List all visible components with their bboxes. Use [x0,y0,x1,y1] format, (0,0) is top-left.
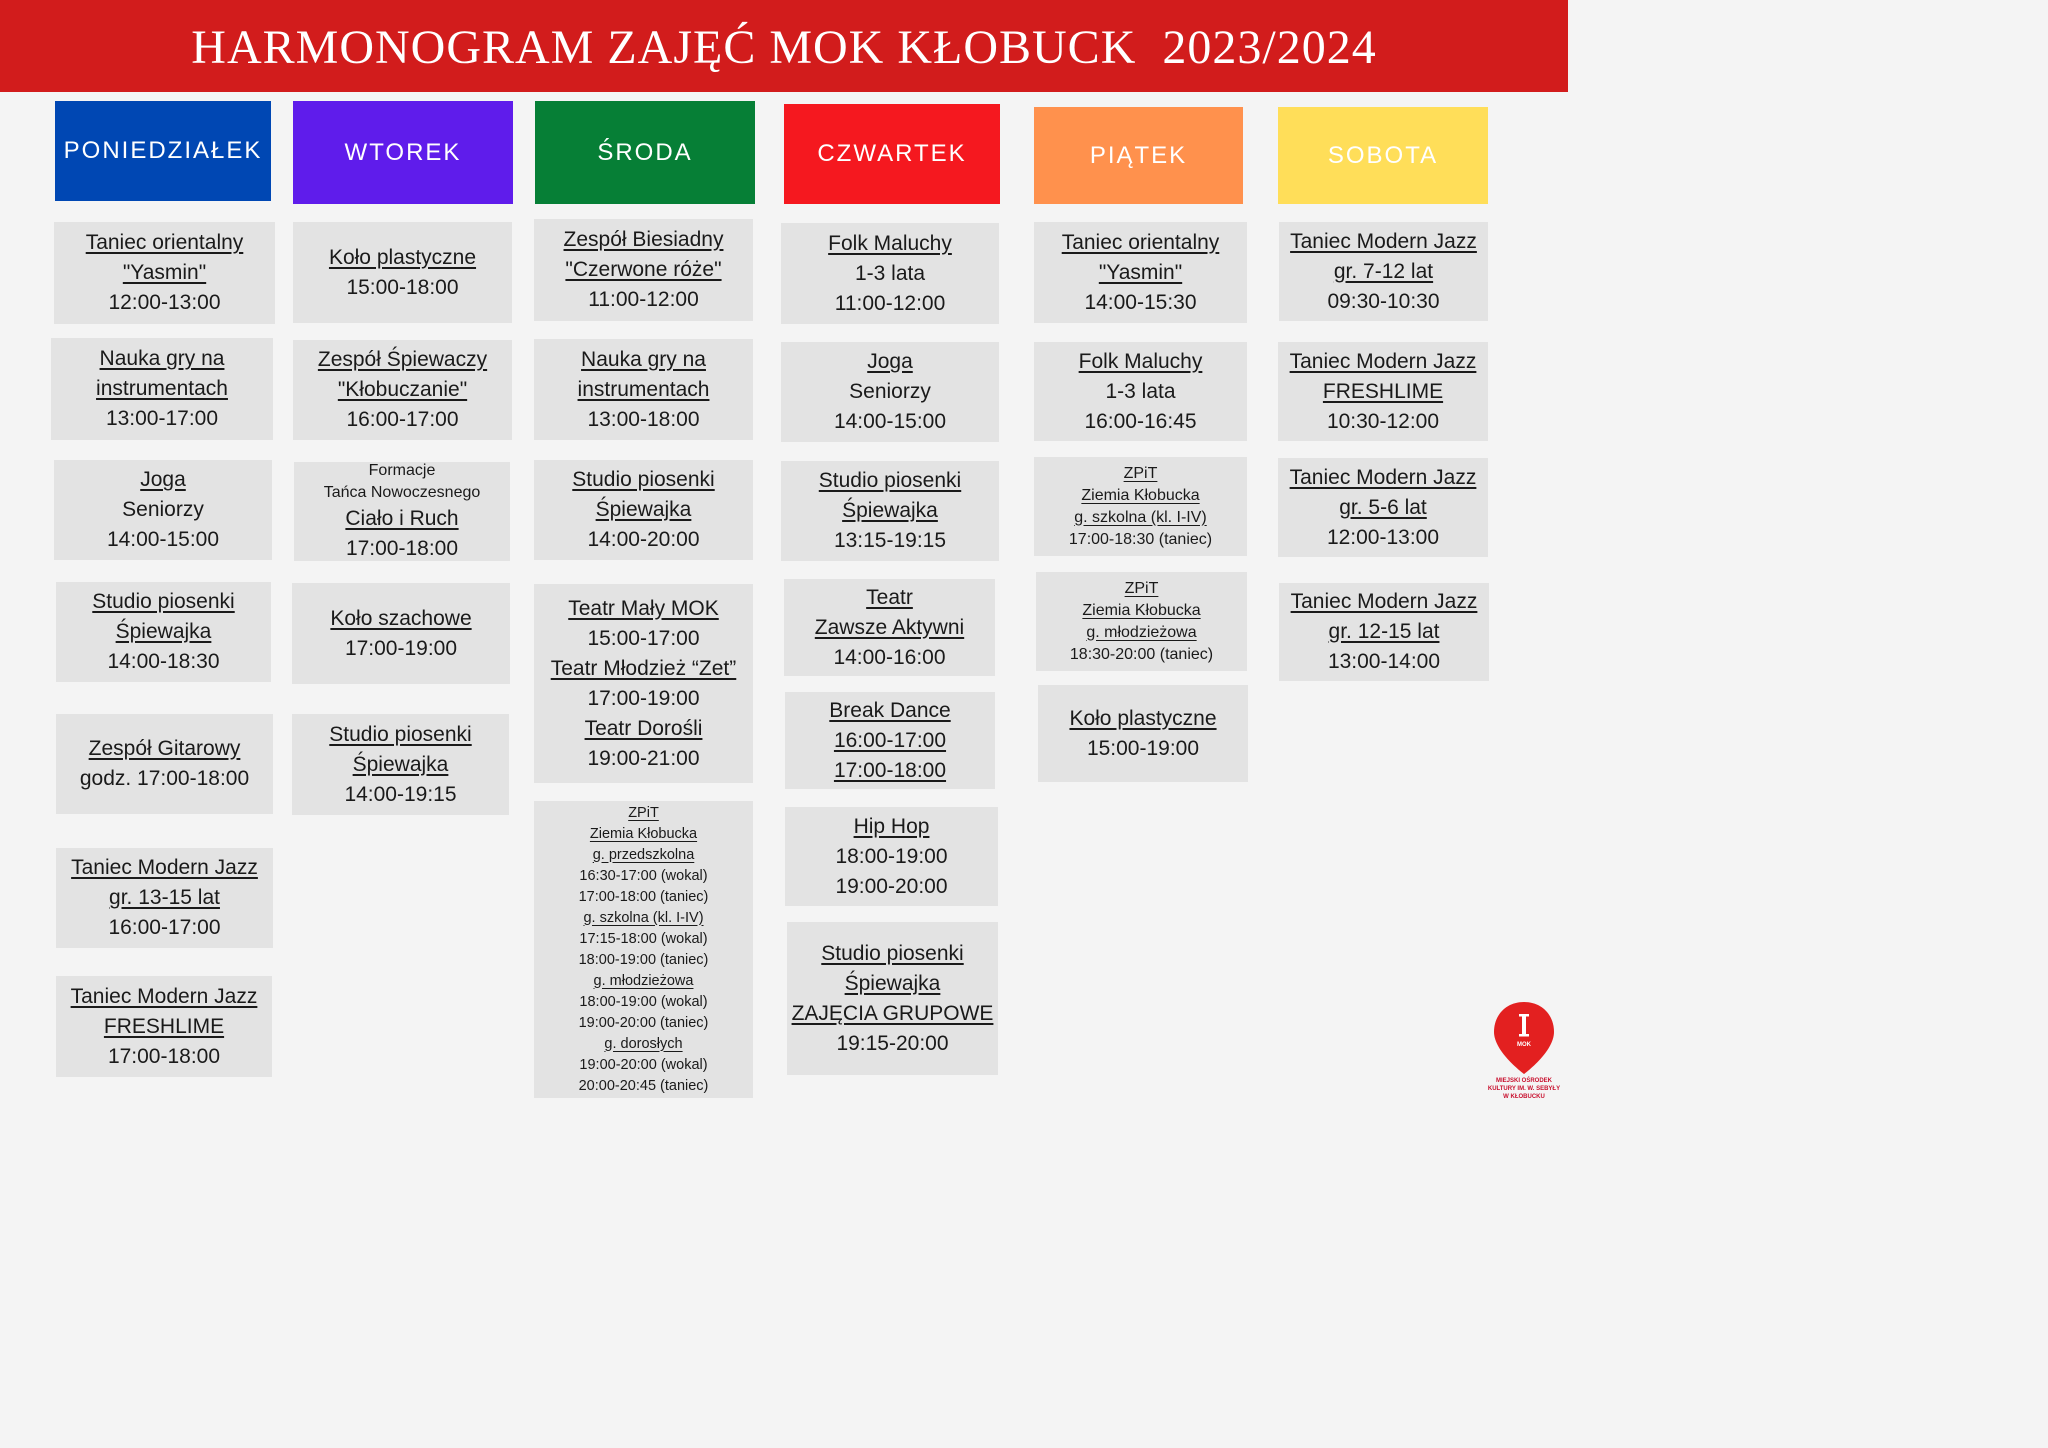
activity-card [56,976,272,1077]
activity-group: Seniorzy [122,498,204,521]
activity-time: 17:00-18:30 (taniec) [1068,530,1213,548]
logo-caption-line: W KŁOBUCKU [1503,1094,1545,1100]
activity-time: 14:00-18:30 [107,650,220,673]
activity-name: Taniec Modern Jazz [71,856,258,879]
activity-card [781,342,999,442]
activity-card [293,222,512,323]
activity-time: 17:00-18:00 [345,536,459,560]
activity-name: Taniec Modern Jazz [70,984,258,1008]
activity-name: Nauka gry na [99,347,225,370]
activity-time: 14:00-16:00 [833,645,946,669]
activity-time: 16:30-17:00 (wokal) [579,867,708,884]
activity-time: 19:00-21:00 [587,746,700,770]
activity-time: 17:00-19:00 [344,636,458,660]
activity-name: Studio piosenki [329,722,472,746]
day-header-label: PIĄTEK [1089,141,1188,169]
activity-time: 19:00-20:00 (wokal) [579,1056,708,1073]
activity-time: 18:00-19:00 [835,844,948,868]
activity-time: 16:00-17:00 [346,408,459,431]
activity-name: Ziemia Kłobucka [1082,601,1201,619]
activity-card [1034,457,1247,556]
activity-name: Folk Maluchy [828,231,952,255]
activity-name: ZPiT [628,804,659,821]
activity-group: gr. 13-15 lat [109,886,220,909]
activity-time: 17:00-19:00 [587,686,700,710]
activity-group: FRESHLIME [1322,379,1444,403]
day-header-label: ŚRODA [597,138,693,166]
activity-time: 14:00-20:00 [587,528,700,551]
activity-time: 13:00-17:00 [105,407,219,430]
activity-name: Taniec Modern Jazz [1289,465,1477,489]
activity-name: Taniec Modern Jazz [1290,229,1477,253]
activity-time: 12:00-13:00 [108,291,221,314]
activity-time: 14:00-15:00 [106,528,220,551]
activity-card [56,582,271,682]
activity-name: Koło szachowe [330,606,472,630]
activity-time: 17:00-18:00 [833,758,947,782]
activity-time: 12:00-13:00 [1326,525,1440,549]
activity-time: 15:00-18:00 [346,275,459,299]
activity-time: 19:00-20:00 [835,874,948,898]
activity-name: "Yasmin" [122,261,207,284]
activity-card [534,219,753,321]
activity-card [785,807,998,906]
activity-card [785,692,995,789]
activity-name: Studio piosenki [821,941,964,965]
activity-name: Koło plastyczne [328,245,477,269]
activity-time: 14:00-15:30 [1084,290,1197,314]
activity-name: Ziemia Kłobucka [1081,486,1200,504]
logo-caption-line: MIEJSKI OŚRODEK [1495,1078,1552,1084]
activity-name: Śpiewajka [844,971,941,995]
day-header-sobota [1278,107,1488,204]
activity-time: 15:00-19:00 [1086,736,1200,760]
activity-time: 14:00-15:00 [833,410,947,433]
activity-time: 20:00-20:45 (taniec) [578,1077,709,1094]
activity-name: Break Dance [829,698,951,722]
activity-card [781,223,999,324]
map-pin-icon [1484,1000,1564,1076]
activity-card [1279,583,1489,681]
activity-name: Koło plastyczne [1069,706,1217,730]
activity-card [292,583,510,684]
activity-name: "Yasmin" [1098,260,1183,284]
activity-card [54,460,272,560]
activity-group: g. szkolna (kl. I-IV) [1074,508,1207,526]
activity-name: Taniec Modern Jazz [1290,590,1478,613]
activity-group: g. przedszkolna [592,846,695,863]
activity-name: Teatr Dorośli [584,716,703,740]
page-title: HARMONOGRAM ZAJĘĆ MOK KŁOBUCK 2023/2024 [191,21,1377,74]
activity-name: Tańca Nowoczesnego [323,483,481,501]
activity-time: 16:00-17:00 [833,728,947,752]
activity-group: gr. 5-6 lat [1339,495,1427,519]
activity-group: 1-3 lata [854,261,926,285]
activity-time: 16:00-17:00 [108,916,221,939]
activity-card [1036,572,1247,671]
day-header-sroda [535,101,755,204]
activity-card [781,461,999,561]
activity-time: 18:00-19:00 (taniec) [578,951,709,968]
activity-group: g. młodzieżowa [1086,623,1197,641]
activity-card [54,222,275,324]
activity-card [534,460,753,560]
activity-name: "Kłobuczanie" [337,378,468,401]
activity-time: 18:00-19:00 (wokal) [579,993,708,1010]
activity-name: Śpiewajka [595,498,692,521]
activity-name: instrumentach [96,377,228,400]
activity-group: Seniorzy [849,380,931,403]
activity-name: Teatr Młodzież “Zet” [550,656,737,680]
activity-time: 13:00-18:00 [587,407,700,431]
activity-time: 17:00-18:00 [107,1044,221,1068]
activity-card [293,340,512,440]
activity-name: Nauka gry na [581,347,706,371]
activity-name: ZPiT [1123,464,1158,482]
activity-time: godz. 17:00-18:00 [79,767,250,790]
activity-time: 19:00-20:00 (taniec) [578,1014,709,1031]
activity-name: Teatr Mały MOK [568,596,719,620]
activity-time: 11:00-12:00 [588,288,699,311]
activity-name: Joga [867,350,913,373]
activity-name: Joga [140,468,186,491]
activity-name: "Czerwone róże" [565,258,722,281]
activity-card [784,579,995,676]
activity-card [51,338,273,440]
activity-card [1278,342,1488,441]
activity-card [294,462,510,561]
logo-caption [1484,1077,1564,1101]
activity-time: 13:15-19:15 [833,529,947,552]
day-header-label: WTOREK [344,138,462,166]
activity-group: 1-3 lata [1105,379,1176,403]
activity-name: Formacje [368,461,436,479]
activity-name: Zawsze Aktywni [814,615,965,639]
activity-name: Ziemia Kłobucka [589,825,698,842]
activity-name: Teatr [866,585,913,609]
activity-group: g. szkolna (kl. I-IV) [583,909,704,926]
activity-name: Zespół Gitarowy [88,737,241,760]
activity-group: gr. 7-12 lat [1333,259,1434,283]
activity-name: Studio piosenki [818,469,962,492]
activity-name: Folk Maluchy [1078,349,1203,373]
activity-card [534,801,753,1098]
activity-name: Śpiewajka [115,620,212,643]
activity-name: Ciało i Ruch [345,506,459,530]
activity-card [292,714,509,815]
activity-time: 15:00-17:00 [587,626,700,650]
activity-group: g. młodzieżowa [593,972,694,989]
activity-card [56,714,273,814]
activity-name: Taniec orientalny [1061,230,1220,254]
activity-time: 17:00-18:00 (taniec) [578,888,709,905]
activity-card [1034,342,1247,441]
day-header-label: SOBOTA [1327,141,1439,169]
activity-card [1034,222,1247,323]
day-header-piatek [1034,107,1243,204]
activity-card [1279,222,1488,321]
activity-time: 18:30-20:00 (taniec) [1069,645,1214,663]
activity-card [534,584,753,783]
activity-name: ZPiT [1124,579,1159,597]
logo-caption-line: KULTURY IM. W. SEBYŁY [1487,1086,1561,1092]
activity-time: 19:15-20:00 [836,1031,949,1055]
activity-name: Taniec Modern Jazz [1289,349,1477,373]
activity-name: Taniec orientalny [85,231,244,254]
activity-time: 09:30-10:30 [1327,289,1440,313]
activity-time: 10:30-12:00 [1326,409,1440,433]
activity-name: Zespół Śpiewaczy [317,348,488,371]
activity-group: FRESHLIME [103,1014,225,1038]
day-header-label: CZWARTEK [817,140,967,167]
activity-name: Studio piosenki [572,468,715,491]
activity-card [1038,685,1248,782]
activity-name: Hip Hop [853,814,930,838]
activity-time: 17:15-18:00 (wokal) [579,930,708,947]
activity-name: Zespół Biesiadny [563,228,724,251]
day-header-wtorek [293,101,513,204]
activity-group: gr. 12-15 lat [1328,620,1440,643]
mok-logo [1484,1000,1564,1106]
activity-time: 13:00-14:00 [1327,650,1441,673]
activity-name: Śpiewajka [352,752,449,776]
activity-group: ZAJĘCIA GRUPOWE [791,1001,994,1025]
activity-card [534,339,753,440]
activity-card [787,922,998,1075]
logo-mark: MOK [1517,1042,1531,1048]
activity-group: g. dorosłych [604,1035,683,1052]
activity-card [1278,458,1488,557]
activity-card [56,848,273,948]
activity-name: instrumentach [577,377,710,401]
day-header-poniedzialek [55,101,271,201]
activity-time: 11:00-12:00 [834,291,946,315]
activity-time: 14:00-19:15 [344,782,457,806]
activity-time: 16:00-16:45 [1084,409,1197,433]
activity-name: Śpiewajka [842,499,938,522]
day-header-czwartek [784,104,1000,204]
day-header-label: PONIEDZIAŁEK [63,137,263,164]
activity-name: Studio piosenki [92,590,235,613]
